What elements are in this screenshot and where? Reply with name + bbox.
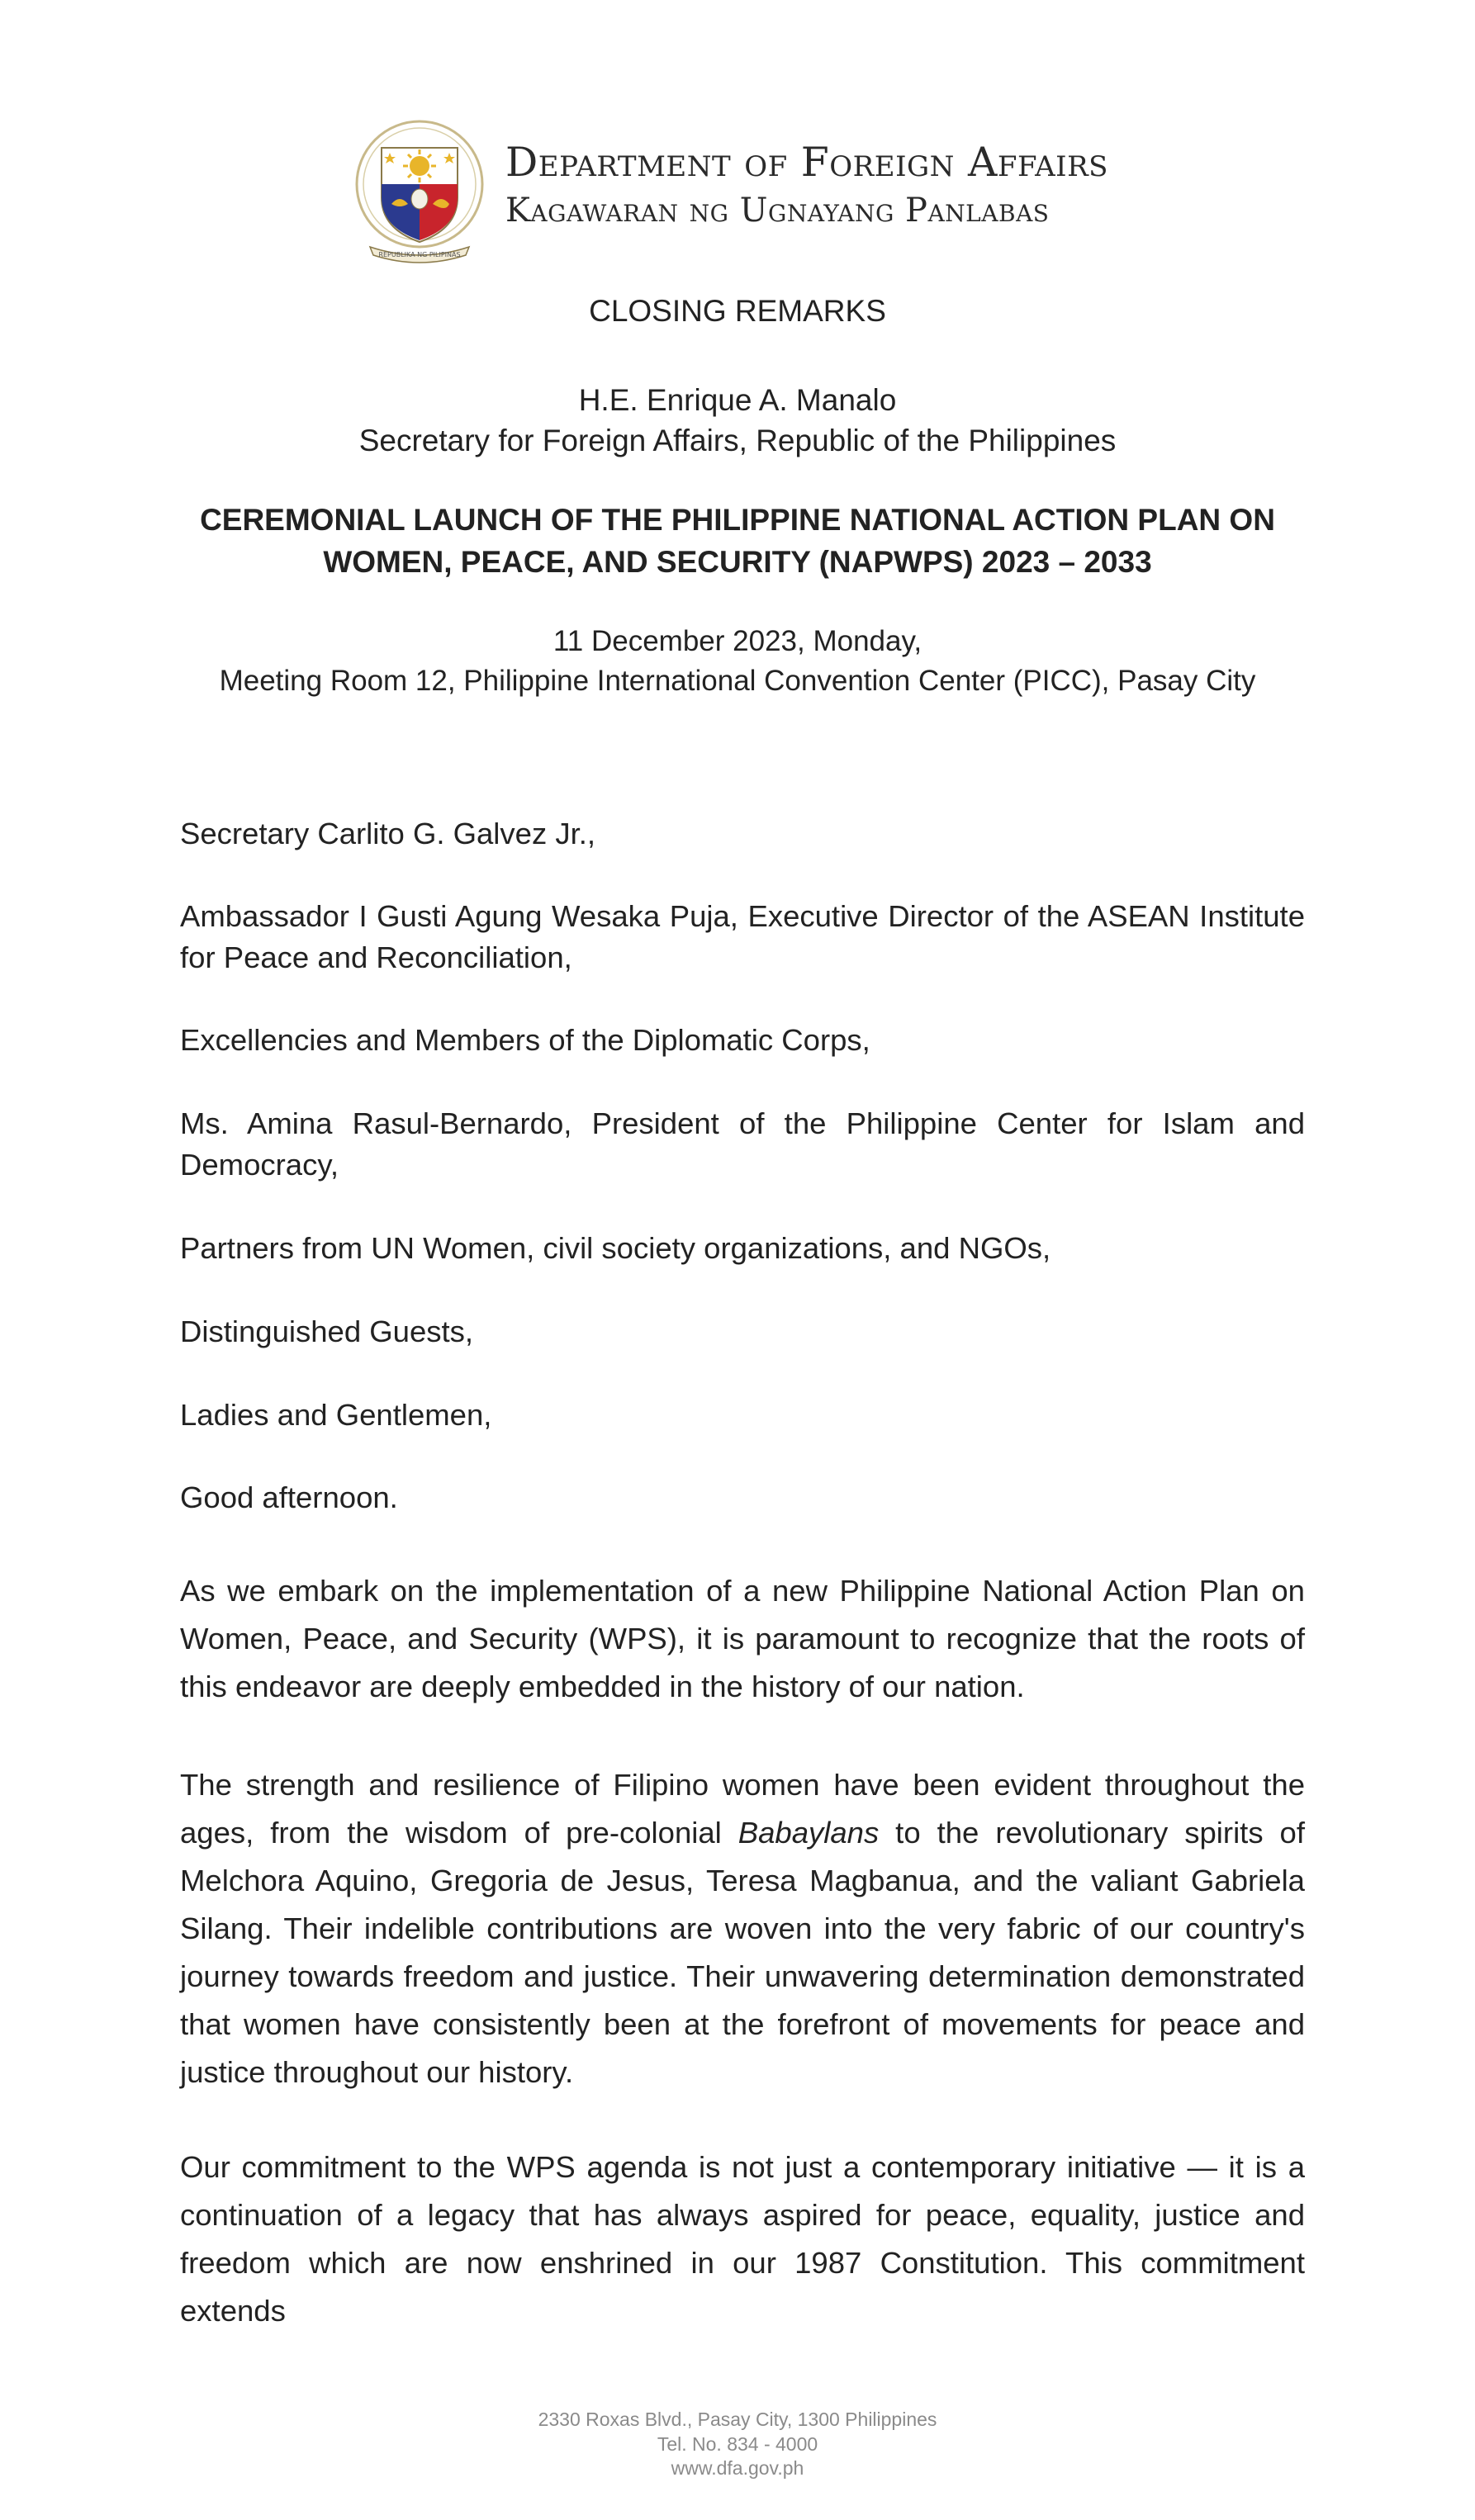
body-paragraph-3: Our commitment to the WPS agenda is not just a contemporary initiative — it is a continuation of a legacy that has always aspired for peace, equality, justice and freedom which are now enshrined in our 1987 Constitution. This commitment extends <box>180 2150 1305 2328</box>
salutation-item: Distinguished Guests, <box>180 1314 474 1348</box>
body-paragraph-1: As we embark on the implementation of a new Philippine National Action Plan on Women, Peace, and Security (WPS), it is paramount to recognize that the roots of this endeavor are deeply embedded in the history of our nation. <box>180 1574 1305 1703</box>
salutation-item: Ambassador I Gusti Agung Wesaka Puja, Executive Director of the ASEAN Institute for Peace and Reconciliation, <box>180 899 1305 974</box>
footer-website[interactable]: www.dfa.gov.ph <box>671 2457 804 2479</box>
salutation-item: Partners from UN Women, civil society organizations, and NGOs, <box>180 1231 1051 1265</box>
body-paragraph-2-part1: The strength and resilience of Filipino women have been evident throughout the ages, from the wisdom of pre-colonial <box>180 1768 1305 1850</box>
footer-telephone: Tel. No. 834 - 4000 <box>657 2433 818 2455</box>
document-type: CLOSING REMARKS <box>589 294 886 328</box>
dfa-seal-logo <box>353 118 486 265</box>
body-paragraph-2-part2: to the revolutionary spirits of Melchora Aquino, Gregoria de Jesus, Teresa Magbanua, and the valiant Gabriela Silang. Their indelible contributions are woven into the very fabric of our country's journey towards freedom and justice. Their unwavering determination demonstrated that women have consistently been at the forefront of movements for peace and justice throughout our history. <box>180 1816 1305 2089</box>
body-paragraph-2-italic: Babaylans <box>738 1816 880 1850</box>
event-venue: Meeting Room 12, Philippine International Convention Center (PICC), Pasay City <box>219 665 1256 697</box>
letterhead-title: Department of Foreign Affairs <box>505 139 1108 186</box>
footer-address: 2330 Roxas Blvd., Pasay City, 1300 Philippines <box>538 2409 937 2430</box>
speaker-title: Secretary for Foreign Affairs, Republic of the Philippines <box>358 424 1117 457</box>
seal-scroll-text: REPUBLIKA NG PILIPINAS <box>378 251 461 258</box>
speaker-name: H.E. Enrique A. Manalo <box>578 383 897 417</box>
salutation-item: Good afternoon. <box>180 1480 398 1514</box>
salutation-item: Secretary Carlito G. Galvez Jr., <box>180 817 596 850</box>
salutation-item: Ladies and Gentlemen, <box>180 1398 492 1432</box>
salutation-item: Ms. Amina Rasul-Bernardo, President of the Philippine Center for Islam and Democracy, <box>180 1106 1305 1182</box>
letterhead-subtitle: Kagawaran ng Ugnayang Panlabas <box>505 192 1050 230</box>
event-title-line1: CEREMONIAL LAUNCH OF THE PHILIPPINE NATIONAL ACTION PLAN ON <box>200 503 1275 537</box>
event-date: 11 December 2023, Monday, <box>553 625 922 657</box>
body-paragraph-2 <box>180 1761 1305 2096</box>
event-title-line2: WOMEN, PEACE, AND SECURITY (NAPWPS) 2023 – 2033 <box>323 545 1152 579</box>
salutation-item: Excellencies and Members of the Diplomatic Corps, <box>180 1023 870 1057</box>
